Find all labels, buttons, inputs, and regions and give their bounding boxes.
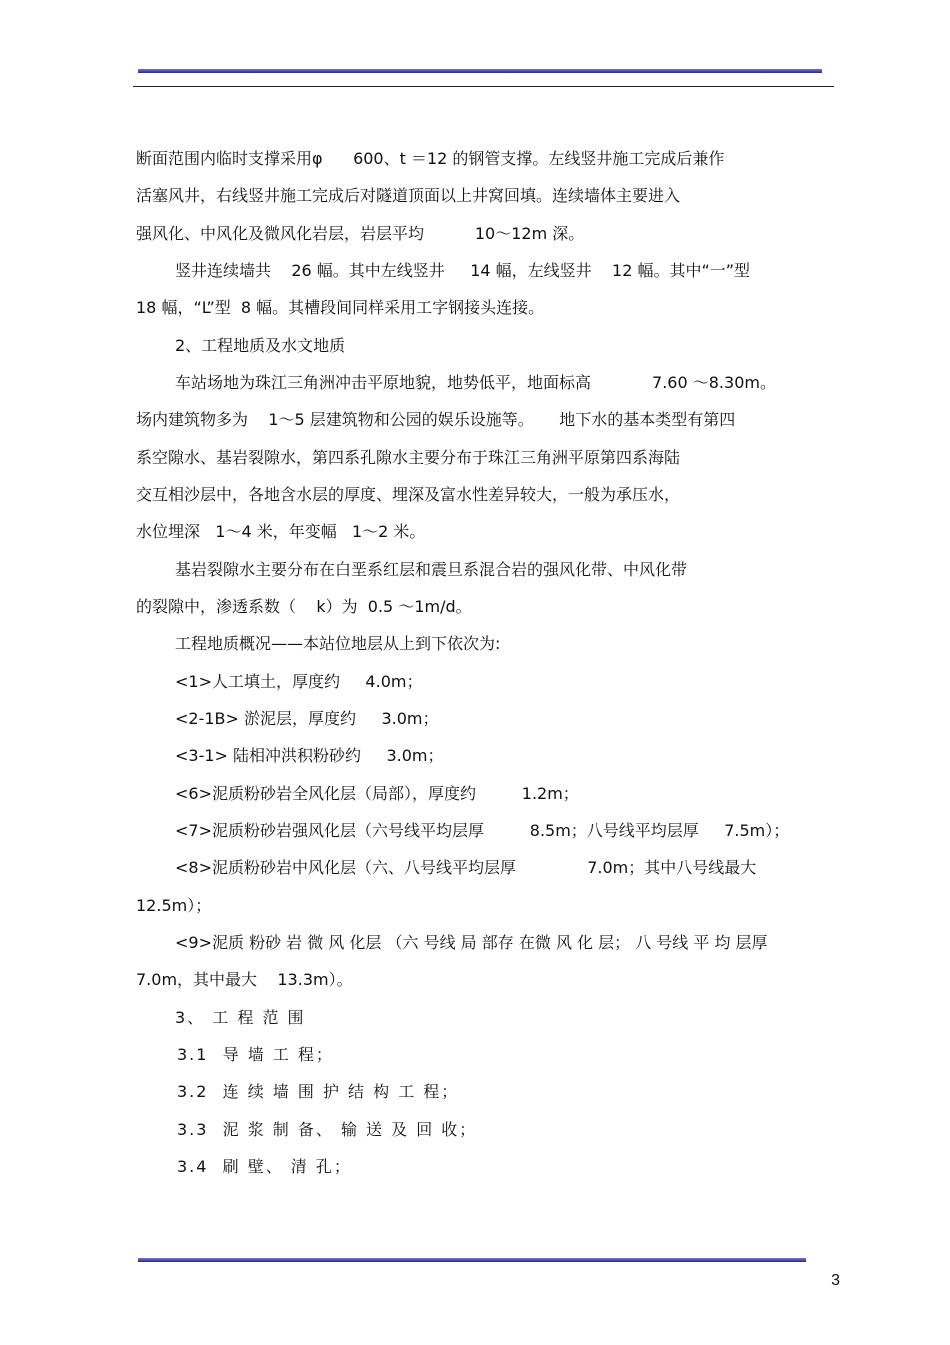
footer-decorative-bar: [138, 1258, 806, 1262]
stratum-item: <2-1B> 淤泥层，厚度约 3.0m；: [175, 709, 439, 728]
paragraph-line: 强风化、中风化及微风化岩层，岩层平均 10～12m 深。: [136, 224, 585, 243]
scope-item: 3.4 刷 壁、 清 孔；: [177, 1157, 352, 1176]
paragraph-line: 水位埋深 1～4 米，年变幅 1～2 米。: [136, 522, 426, 541]
scope-item: 3.3 泥 浆 制 备、 输 送 及 回 收；: [177, 1120, 478, 1139]
paragraph-line: 交互相沙层中，各地含水层的厚度、埋深及富水性差异较大，一般为承压水，: [136, 485, 681, 504]
paragraph-line: 系空隙水、基岩裂隙水，第四系孔隙水主要分布于珠江三角洲平原第四系海陆: [136, 448, 681, 467]
paragraph-line: 竖井连续墙共 26 幅。其中左线竖井 14 幅，左线竖井 12 幅。其中“一”型: [175, 261, 751, 280]
stratum-item: <8>泥质粉砂岩中风化层（六、八号线平均层厚 7.0m；其中八号线最大: [175, 858, 757, 877]
header-decorative-bar: [138, 69, 822, 73]
stratum-item: 12.5m）；: [136, 896, 212, 915]
paragraph-line: 的裂隙中，渗透系数（ k）为 0.5 ～1m/d。: [136, 597, 472, 616]
paragraph-line: 断面范围内临时支撑采用φ 600、t ＝12 的钢管支撑。左线竖井施工完成后兼作: [136, 149, 725, 168]
stratum-item: 7.0m，其中最大 13.3m）。: [136, 970, 353, 989]
paragraph-line: 车站场地为珠江三角洲冲击平原地貌，地势低平，地面标高 7.60 ～8.30m。: [175, 373, 776, 392]
stratum-item: <9>泥质 粉砂 岩 微 风 化层 （六 号线 局 部存 在微 风 化 层； 八 号线 平 均 层厚: [175, 933, 768, 952]
paragraph-line: 场内建筑物多为 1～5 层建筑物和公园的娱乐设施等。 地下水的基本类型有第四: [136, 410, 736, 429]
header-rule: [133, 86, 834, 87]
section-heading: 2、工程地质及水文地质: [175, 336, 346, 355]
stratum-item: <3-1> 陆相冲洪积粉砂约 3.0m；: [175, 746, 444, 765]
paragraph-line: 基岩裂隙水主要分布在白垩系红层和震旦系混合岩的强风化带、中风化带: [175, 560, 688, 579]
paragraph-line: 工程地质概况——本站位地层从上到下依次为:: [175, 634, 501, 653]
section-heading: 3、 工 程 范 围: [175, 1008, 306, 1027]
page-number: 3: [831, 1272, 840, 1289]
stratum-item: <1>人工填土，厚度约 4.0m；: [175, 672, 423, 691]
paragraph-line: 18 幅，“L”型 8 幅。其槽段间同样采用工字钢接头连接。: [136, 298, 545, 317]
stratum-item: <7>泥质粉砂岩强风化层（六号线平均层厚 8.5m；八号线平均层厚 7.5m）；: [175, 821, 790, 840]
scope-item: 3.1 导 墙 工 程；: [177, 1045, 334, 1064]
paragraph-line: 活塞风井，右线竖井施工完成后对隧道顶面以上井窝回填。连续墙体主要进入: [136, 186, 681, 205]
scope-item: 3.2 连 续 墙 围 护 结 构 工 程；: [177, 1082, 460, 1101]
stratum-item: <6>泥质粉砂岩全风化层（局部），厚度约 1.2m；: [175, 784, 579, 803]
